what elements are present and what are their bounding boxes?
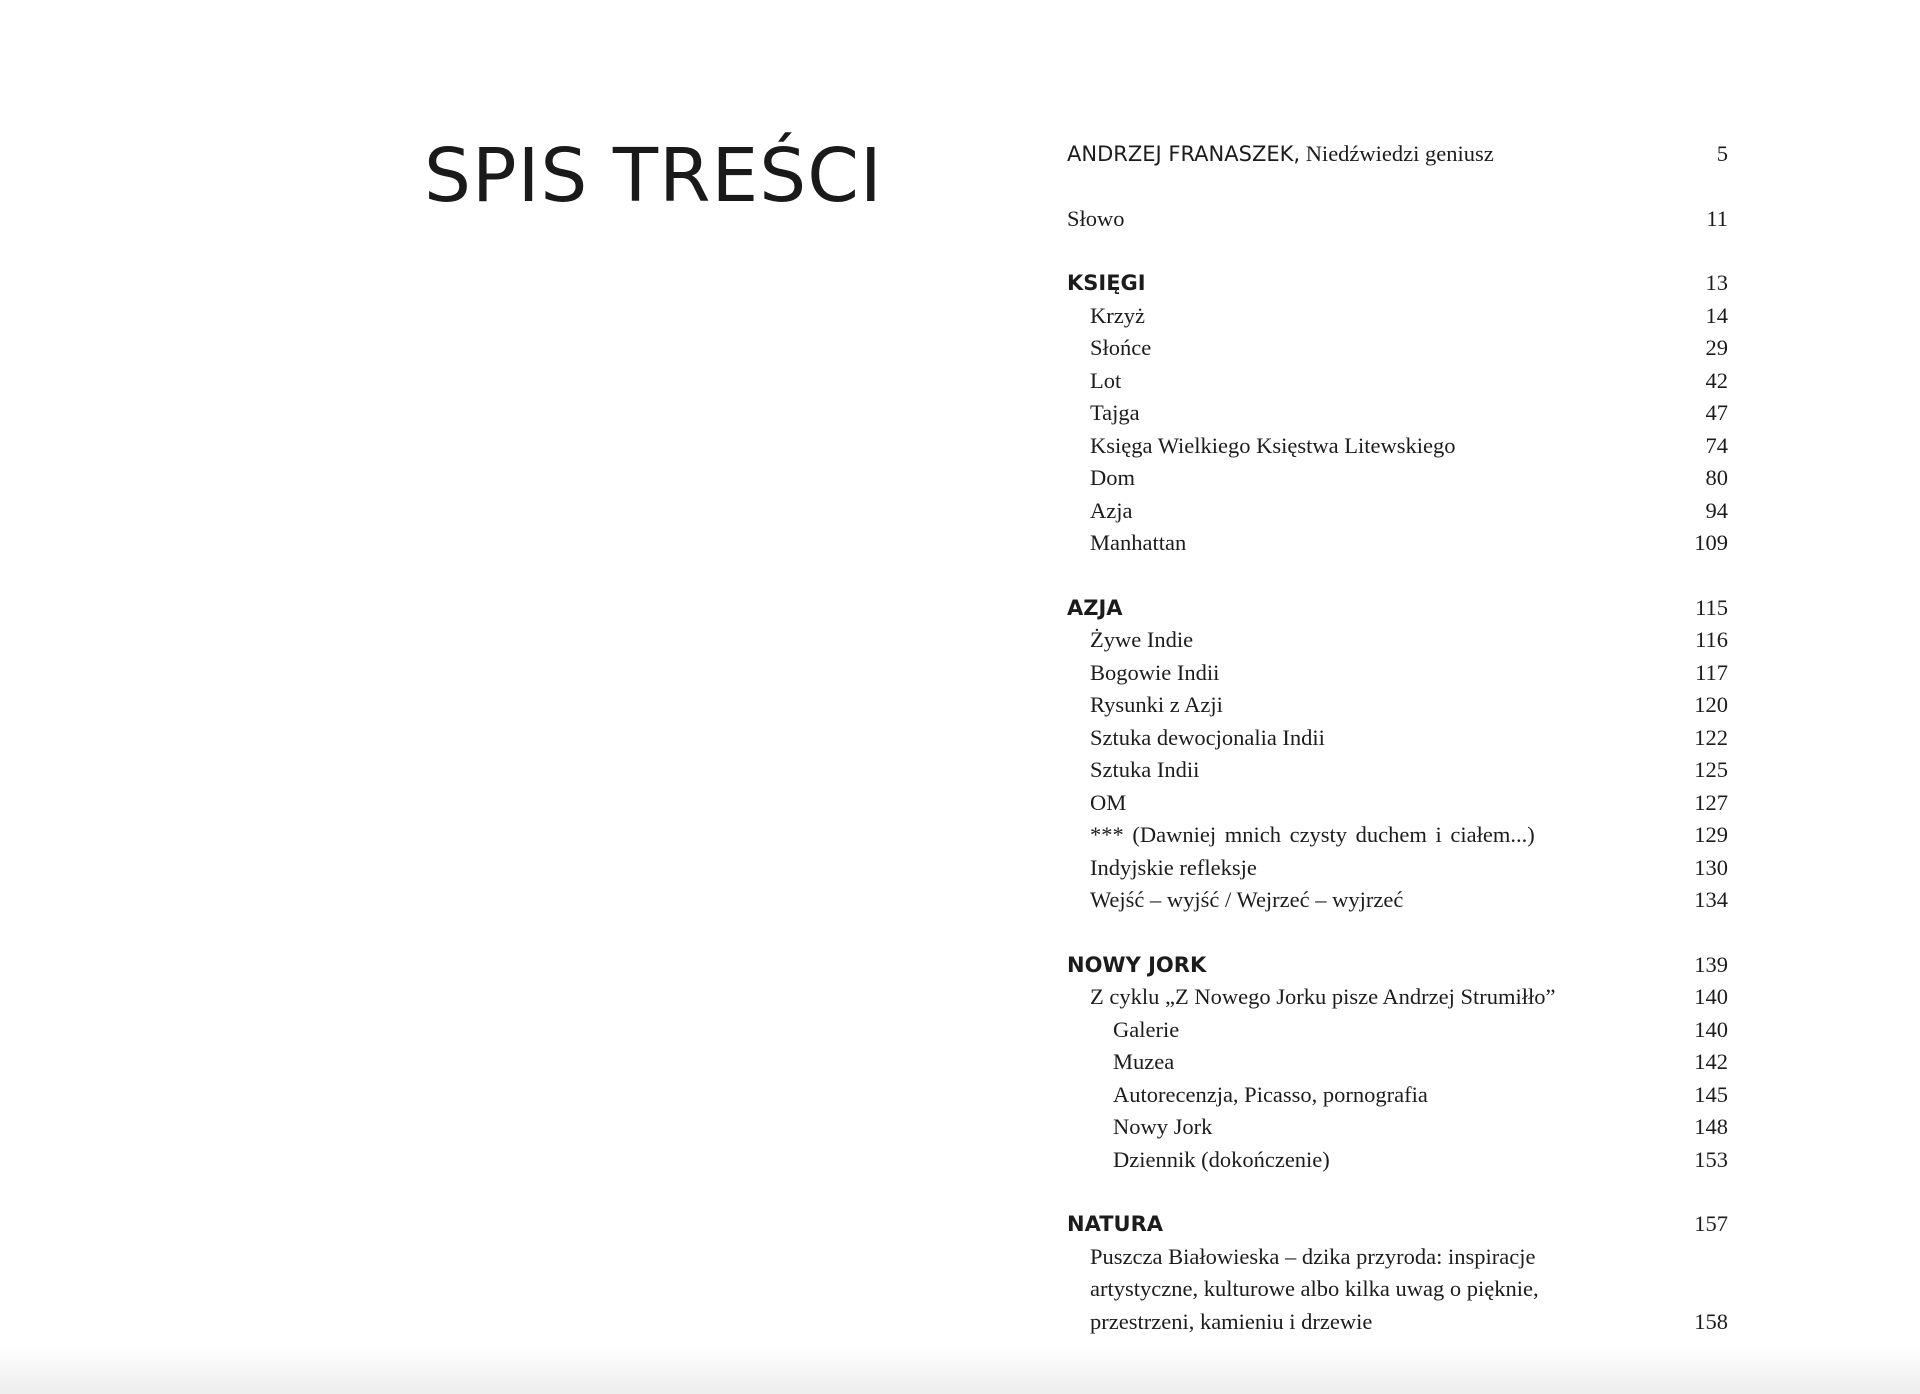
toc-entry	[1067, 430, 1728, 463]
toc-section-heading: NATURA	[1067, 1212, 1163, 1236]
toc-page-number: 157	[1694, 1211, 1728, 1236]
toc-page-number: 74	[1705, 432, 1728, 458]
toc-entry	[1067, 397, 1728, 430]
toc-entry-title: Dziennik (dokończenie)	[1113, 1146, 1330, 1172]
toc-entry	[1067, 365, 1728, 398]
toc-section-heading: KSIĘGI	[1067, 271, 1146, 295]
toc-entry-title: OM	[1090, 789, 1127, 815]
toc-entry-title: Bogowie Indii	[1090, 659, 1220, 685]
table-of-contents	[1067, 138, 1728, 1338]
toc-entry-title: Azja	[1090, 497, 1133, 523]
toc-subentry	[1067, 1046, 1728, 1079]
toc-entry-title: Słońce	[1090, 335, 1152, 360]
toc-page-number: 148	[1694, 1114, 1728, 1139]
toc-entry-cycle	[1067, 981, 1728, 1014]
toc-subentry	[1067, 1079, 1728, 1112]
toc-subentry	[1067, 1014, 1728, 1047]
toc-entry-intro	[1067, 138, 1728, 171]
toc-page-number: 116	[1695, 627, 1728, 652]
toc-page-number: 129	[1694, 822, 1728, 847]
toc-entry-title: Tajga	[1090, 400, 1140, 425]
toc-entry-title: Galerie	[1113, 1016, 1180, 1042]
toc-page-number: 94	[1705, 497, 1728, 523]
toc-entry	[1067, 884, 1728, 917]
toc-page-number: 130	[1694, 854, 1728, 880]
toc-entry-slowo	[1067, 203, 1728, 236]
toc-entry	[1067, 300, 1728, 333]
toc-entry	[1067, 754, 1728, 787]
toc-entry-title: Niedźwiedzi geniusz	[1305, 141, 1494, 166]
toc-entry	[1067, 722, 1728, 755]
toc-entry-title: Krzyż	[1090, 302, 1145, 328]
toc-entry-title: Nowy Jork	[1113, 1114, 1213, 1139]
toc-entry-line: artystyczne, kulturowe albo kilka uwag o pięknie,	[1090, 1276, 1539, 1301]
toc-entry-title: *** (Dawniej mnich czysty duchem i ciałem...)	[1090, 822, 1535, 847]
toc-page-number: 145	[1694, 1081, 1728, 1107]
toc-section-nowy-jork	[1067, 949, 1728, 982]
toc-page-number: 29	[1705, 335, 1728, 360]
toc-entry	[1067, 495, 1728, 528]
toc-entry-title: Księga Wielkiego Księstwa Litewskiego	[1090, 432, 1456, 458]
toc-page-number: 122	[1694, 724, 1728, 750]
toc-entry	[1067, 787, 1728, 820]
toc-section-heading: AZJA	[1067, 595, 1123, 620]
toc-entry	[1067, 624, 1728, 657]
toc-page-number: 14	[1705, 302, 1728, 328]
toc-entry	[1067, 527, 1728, 560]
toc-page-number: 134	[1694, 887, 1728, 912]
toc-entry-title: Manhattan	[1090, 530, 1187, 555]
toc-page-number: 120	[1694, 692, 1728, 717]
toc-page-number: 125	[1694, 757, 1728, 782]
toc-page-number: 109	[1694, 530, 1728, 555]
toc-page-number: 140	[1694, 1016, 1728, 1042]
toc-entry	[1067, 852, 1728, 885]
toc-section-heading: NOWY JORK	[1067, 952, 1207, 977]
toc-entry-title: Muzea	[1113, 1049, 1175, 1074]
toc-entry-title: Słowo	[1067, 205, 1125, 231]
toc-entry-title: Żywe Indie	[1090, 627, 1194, 652]
toc-entry	[1067, 689, 1728, 722]
toc-entry-title: Sztuka Indii	[1090, 757, 1200, 782]
toc-page-number: 5	[1716, 141, 1728, 166]
toc-page-number: 42	[1705, 367, 1728, 393]
toc-page-number: 127	[1694, 789, 1728, 815]
toc-section-natura	[1067, 1208, 1728, 1241]
toc-page-number: 140	[1694, 984, 1728, 1009]
toc-page-number: 115	[1695, 594, 1728, 620]
page-bottom-shadow	[0, 1346, 1920, 1394]
toc-entry-multiline	[1067, 1241, 1728, 1339]
toc-entry-title: Wejść – wyjść / Wejrzeć – wyjrzeć	[1090, 887, 1404, 912]
toc-entry-title: Indyjskie refleksje	[1090, 854, 1257, 880]
toc-entry-title: Dom	[1090, 465, 1135, 490]
toc-section-ksiegi	[1067, 267, 1728, 300]
toc-entry-title: Z cyklu „Z Nowego Jorku pisze Andrzej Strumiłło”	[1090, 984, 1556, 1009]
toc-entry-title: Autorecenzja, Picasso, pornografia	[1113, 1081, 1428, 1107]
toc-entry-title: Rysunki z Azji	[1090, 692, 1223, 717]
toc-page-number: 158	[1694, 1308, 1728, 1334]
toc-entry-title: Lot	[1090, 367, 1122, 393]
page-title: SPIS TREŚCI	[424, 133, 883, 219]
toc-section-azja	[1067, 592, 1728, 625]
toc-entry	[1067, 819, 1728, 852]
toc-entry	[1067, 657, 1728, 690]
toc-entry	[1067, 462, 1728, 495]
toc-page-number: 139	[1694, 951, 1728, 977]
toc-page-number: 80	[1705, 465, 1728, 490]
toc-page-number: 142	[1694, 1049, 1728, 1074]
toc-entry-title: Sztuka dewocjonalia Indii	[1090, 724, 1325, 750]
toc-page-number: 13	[1705, 270, 1728, 295]
toc-entry-line: Puszcza Białowieska – dzika przyroda: inspiracje	[1090, 1243, 1536, 1269]
toc-entry-author: ANDRZEJ FRANASZEK,	[1067, 142, 1301, 166]
toc-entry-line: przestrzeni, kamieniu i drzewie	[1090, 1308, 1373, 1334]
toc-page-number: 153	[1694, 1146, 1728, 1172]
toc-subentry	[1067, 1111, 1728, 1144]
toc-entry	[1067, 332, 1728, 365]
toc-subentry	[1067, 1144, 1728, 1177]
toc-page-number: 47	[1705, 400, 1728, 425]
toc-page-number: 117	[1695, 659, 1728, 685]
toc-page-number: 11	[1706, 205, 1728, 231]
